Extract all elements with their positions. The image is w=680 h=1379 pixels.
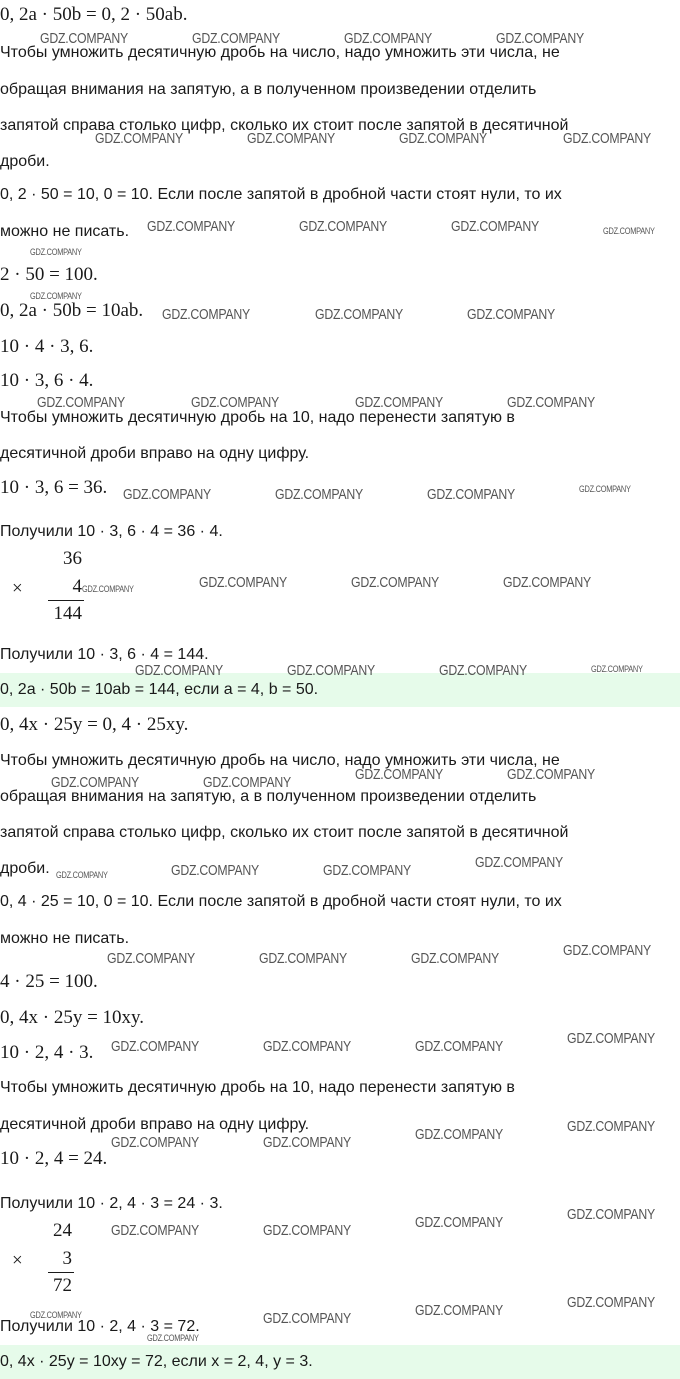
watermark: GDZ.COMPANY	[40, 30, 128, 47]
watermark: GDZ.COMPANY	[344, 30, 432, 47]
watermark: GDZ.COMPANY	[503, 574, 591, 591]
text-line: Получили 10 · 2, 4 · 3 = 24 · 3.	[0, 1195, 223, 1212]
watermark: GDZ.COMPANY	[111, 1222, 199, 1239]
watermark: GDZ.COMPANY	[30, 1310, 82, 1320]
watermark: GDZ.COMPANY	[287, 662, 375, 679]
watermark: GDZ.COMPANY	[111, 1134, 199, 1151]
text-line: 0, 2 · 50 = 10, 0 = 10. Если после запятой в дробной части стоят нули, то их	[0, 186, 562, 203]
watermark: GDZ.COMPANY	[507, 394, 595, 411]
text-line: запятой справа столько цифр, сколько их стоит после запятой в десятичной	[0, 824, 569, 841]
watermark: GDZ.COMPANY	[203, 774, 291, 791]
text-line: можно не писать.	[0, 223, 130, 240]
watermark: GDZ.COMPANY	[263, 1134, 351, 1151]
text-line: можно не писать.	[0, 930, 130, 947]
watermark: GDZ.COMPANY	[95, 130, 183, 147]
watermark: GDZ.COMPANY	[123, 486, 211, 503]
watermark: GDZ.COMPANY	[171, 862, 259, 879]
text-line: 10 · 3, 6 = 36.	[0, 477, 108, 498]
text-line: запятой справа столько цифр, сколько их стоит после запятой в десятичной	[0, 117, 569, 134]
watermark: GDZ.COMPANY	[162, 306, 250, 323]
watermark: GDZ.COMPANY	[507, 766, 595, 783]
text-line: дроби.	[0, 860, 50, 877]
watermark: GDZ.COMPANY	[427, 486, 515, 503]
text-line: обращая внимания на запятую, а в полученном произведении отделить	[0, 81, 537, 98]
watermark: GDZ.COMPANY	[323, 862, 411, 879]
mult1-rule	[48, 600, 84, 601]
text-line: Получили 10 · 3, 6 · 4 = 36 · 4.	[0, 523, 223, 540]
answer-line: 0, 2a · 50b = 10ab = 144, если a = 4, b = 50.	[0, 681, 319, 698]
mult1-bottom: 4	[72, 576, 82, 597]
mult2-rule	[48, 1272, 74, 1273]
watermark: GDZ.COMPANY	[579, 484, 631, 494]
text-line: 0, 2a · 50b = 10ab.	[0, 300, 144, 321]
watermark: GDZ.COMPANY	[192, 30, 280, 47]
watermark: GDZ.COMPANY	[111, 1038, 199, 1055]
text-line: 10 · 2, 4 · 3.	[0, 1042, 94, 1063]
text-line: Чтобы умножить десятичную дробь на 10, надо перенести запятую в	[0, 1079, 515, 1096]
watermark: GDZ.COMPANY	[563, 942, 651, 959]
watermark: GDZ.COMPANY	[37, 394, 125, 411]
watermark: GDZ.COMPANY	[567, 1030, 655, 1047]
watermark: GDZ.COMPANY	[567, 1206, 655, 1223]
watermark: GDZ.COMPANY	[415, 1038, 503, 1055]
watermark: GDZ.COMPANY	[603, 226, 655, 236]
mult1-top: 36	[63, 548, 82, 569]
text-line: 0, 4x · 25y = 0, 4 · 25xy.	[0, 714, 189, 735]
answer-line: 0, 4x · 25y = 10xy = 72, если x = 2, 4, y = 3.	[0, 1353, 313, 1370]
watermark: GDZ.COMPANY	[411, 950, 499, 967]
watermark: GDZ.COMPANY	[415, 1126, 503, 1143]
watermark: GDZ.COMPANY	[30, 291, 82, 301]
text-line: дроби.	[0, 153, 50, 170]
watermark: GDZ.COMPANY	[147, 1333, 199, 1343]
text-line: десятичной дроби вправо на одну цифру.	[0, 1116, 310, 1133]
text-line: 10 · 4 · 3, 6.	[0, 336, 94, 357]
watermark: GDZ.COMPANY	[351, 574, 439, 591]
watermark: GDZ.COMPANY	[199, 574, 287, 591]
text-line: 0, 4x · 25y = 10xy.	[0, 1007, 145, 1028]
watermark: GDZ.COMPANY	[415, 1302, 503, 1319]
mult1-sign: ×	[12, 578, 23, 599]
text-line: Чтобы умножить десятичную дробь на число, надо умножить эти числа, не	[0, 752, 560, 769]
watermark: GDZ.COMPANY	[567, 1118, 655, 1135]
mult2-bottom: 3	[62, 1248, 72, 1269]
watermark: GDZ.COMPANY	[30, 247, 82, 257]
watermark: GDZ.COMPANY	[567, 1294, 655, 1311]
mult2-result: 72	[53, 1275, 72, 1296]
text-line: 10 · 2, 4 = 24.	[0, 1148, 108, 1169]
mult1-result: 144	[53, 603, 82, 624]
watermark: GDZ.COMPANY	[247, 130, 335, 147]
watermark: GDZ.COMPANY	[415, 1214, 503, 1231]
watermark: GDZ.COMPANY	[107, 950, 195, 967]
mult2-sign: ×	[12, 1250, 23, 1271]
text-line: 10 · 3, 6 · 4.	[0, 370, 94, 391]
text-line: Получили 10 · 3, 6 · 4 = 144.	[0, 646, 209, 663]
watermark: GDZ.COMPANY	[56, 870, 108, 880]
watermark: GDZ.COMPANY	[355, 766, 443, 783]
watermark: GDZ.COMPANY	[451, 218, 539, 235]
watermark: GDZ.COMPANY	[563, 130, 651, 147]
watermark: GDZ.COMPANY	[51, 774, 139, 791]
mult2-top: 24	[53, 1220, 72, 1241]
watermark: GDZ.COMPANY	[355, 394, 443, 411]
watermark: GDZ.COMPANY	[135, 662, 223, 679]
watermark: GDZ.COMPANY	[275, 486, 363, 503]
watermark: GDZ.COMPANY	[263, 1310, 351, 1327]
text-line: 0, 2a · 50b = 0, 2 · 50ab.	[0, 4, 188, 25]
text-line: 4 · 25 = 100.	[0, 971, 98, 992]
text-line: 2 · 50 = 100.	[0, 264, 98, 285]
watermark: GDZ.COMPANY	[259, 950, 347, 967]
watermark: GDZ.COMPANY	[263, 1038, 351, 1055]
text-line: десятичной дроби вправо на одну цифру.	[0, 445, 310, 462]
watermark: GDZ.COMPANY	[591, 664, 643, 674]
watermark: GDZ.COMPANY	[263, 1222, 351, 1239]
watermark: GDZ.COMPANY	[82, 584, 134, 594]
text-line: Чтобы умножить десятичную дробь на 10, надо перенести запятую в	[0, 409, 515, 426]
watermark: GDZ.COMPANY	[191, 394, 279, 411]
watermark: GDZ.COMPANY	[315, 306, 403, 323]
text-line: Получили 10 · 2, 4 · 3 = 72.	[0, 1318, 200, 1335]
text-line: Чтобы умножить десятичную дробь на число, надо умножить эти числа, не	[0, 44, 560, 61]
watermark: GDZ.COMPANY	[147, 218, 235, 235]
watermark: GDZ.COMPANY	[299, 218, 387, 235]
text-line: 0, 4 · 25 = 10, 0 = 10. Если после запятой в дробной части стоят нули, то их	[0, 893, 562, 910]
text-line: обращая внимания на запятую, а в полученном произведении отделить	[0, 788, 537, 805]
watermark: GDZ.COMPANY	[439, 662, 527, 679]
watermark: GDZ.COMPANY	[496, 30, 584, 47]
watermark: GDZ.COMPANY	[475, 854, 563, 871]
watermark: GDZ.COMPANY	[399, 130, 487, 147]
watermark: GDZ.COMPANY	[467, 306, 555, 323]
